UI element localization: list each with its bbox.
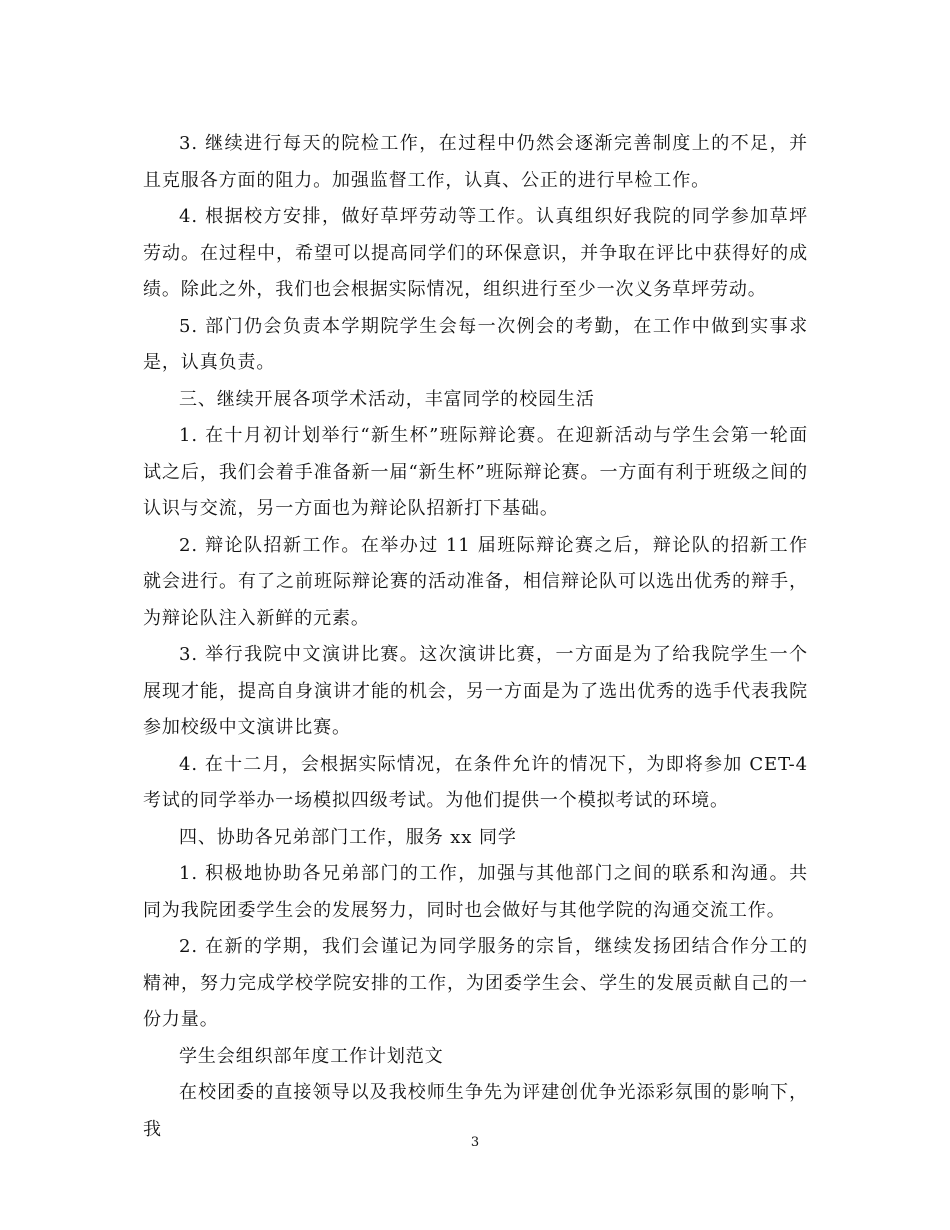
document-body [143,126,808,1148]
paragraph-8: 1. 积极地协助各兄弟部门的工作，加强与其他部门之间的联系和沟通。共同为我院团委学生会的发展努力，同时也会做好与其他学院的沟通交流工作。 [143,863,808,921]
paragraph-3: 5. 部门仍会负责本学期院学生会每一次例会的考勤，在工作中做到实事求是，认真负责。 [143,315,808,373]
paragraph-9: 2. 在新的学期，我们会谨记为同学服务的宗旨，继续发扬团结合作分工的精神，努力完成学校学院安排的工作，为团委学生会、学生的发展贡献自己的一份力量。 [143,936,808,1030]
section-heading-4: 四、协助各兄弟部门工作，服务 xx 同学 [179,826,517,848]
paragraph-6: 3. 举行我院中文演讲比赛。这次演讲比赛，一方面是为了给我院学生一个展现才能，提高自身演讲才能的机会，另一方面是为了选出优秀的选手代表我院参加校级中文演讲比赛。 [143,644,808,738]
document-title: 学生会组织部年度工作计划范文 [179,1045,444,1067]
paragraph-2: 4. 根据校方安排，做好草坪劳动等工作。认真组织好我院的同学参加草坪劳动。在过程中，希望可以提高同学们的环保意识，并争取在评比中获得好的成绩。除此之外，我们也会根据实际情况，组织进行至少一次义务草坪劳动。 [143,206,808,300]
page-number: 3 [470,1135,480,1150]
section-heading-3: 三、继续开展各项学术活动，丰富同学的校园生活 [179,388,595,410]
paragraph-10: 在校团委的直接领导以及我校师生争先为评建创优争光添彩氛围的影响下，我 [143,1082,808,1140]
paragraph-4: 1. 在十月初计划举行“新生杯”班际辩论赛。在迎新活动与学生会第一轮面试之后，我们会着手准备新一届“新生杯”班际辩论赛。一方面有利于班级之间的认识与交流，另一方面也为辩论队招新打下基础。 [143,425,808,519]
paragraph-5: 2. 辩论队招新工作。在举办过 11 届班际辩论赛之后，辩论队的招新工作就会进行。有了之前班际辩论赛的活动准备，相信辩论队可以选出优秀的辩手，为辩论队注入新鲜的元素。 [143,534,808,629]
paragraph-1: 3. 继续进行每天的院检工作，在过程中仍然会逐渐完善制度上的不足，并且克服各方面的阻力。加强监督工作，认真、公正的进行早检工作。 [143,133,808,191]
paragraph-7: 4. 在十二月，会根据实际情况，在条件允许的情况下，为即将参加 CET-4 考试的同学举办一场模拟四级考试。为他们提供一个模拟考试的环境。 [143,753,808,811]
